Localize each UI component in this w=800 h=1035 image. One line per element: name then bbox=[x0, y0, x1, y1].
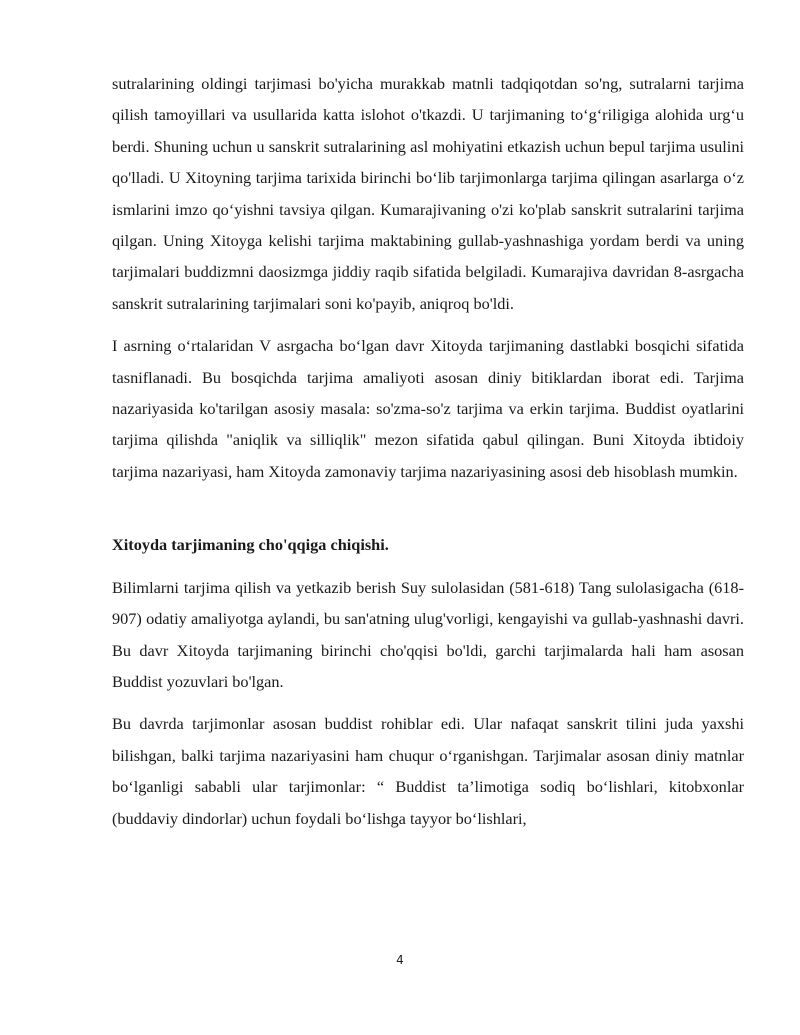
document-page bbox=[112, 68, 744, 834]
section-heading: Xitoyda tarjimaning cho'qqiga chiqishi. bbox=[112, 535, 389, 555]
body-paragraph: sutralarining oldingi tarjimasi bo'yicha murakkab matnli tadqiqotdan so'ng, sutralarni tarjima qilish tamoyillari va usullarida katta islohot o'tkazdi. U tarjimaning to‘g‘riligiga alohida urg‘u berdi. Shuning uchun u sanskrit sutralarining asl mohiyatini etkazish uchun bepul tarjima usulini qo'lladi. U Xitoyning tarjima tarixida birinchi bo‘lib tarjimonlarga tarjima qilingan asarlarga o‘z ismlarini imzo qo‘yishni tavsiya qilgan. Kumarajivaning o'zi ko'plab sanskrit sutralarini tarjima qilgan. Uning Xitoyga kelishi tarjima maktabining gullab-yashnashiga yordam berdi va uning tarjimalari buddizmni daosizmga jiddiy raqib sifatida belgiladi. Kumarajiva davridan 8-asrgacha sanskrit sutralarining tarjimalari soni ko'payib, aniqroq bo'ldi. bbox=[112, 74, 744, 313]
page-number: 4 bbox=[396, 953, 404, 967]
body-paragraph: Bu davrda tarjimonlar asosan buddist rohiblar edi. Ular nafaqat sanskrit tilini juda yaxshi bilishgan, balki tarjima nazariyasini ham chuqur o‘rganishgan. Tarjimalar asosan diniy matnlar bo‘lganligi sababli ular tarjimonlar: “ Buddist ta’limotiga sodiq bo‘lishlari, kitobxonlar (buddaviy dindorlar) uchun foydali bo‘lishga tayyor bo‘lishlari, bbox=[112, 714, 744, 828]
body-paragraph: I asrning o‘rtalaridan V asrgacha bo‘lgan davr Xitoyda tarjimaning dastlabki bosqichi sifatida tasniflanadi. Bu bosqichda tarjima amaliyoti asosan diniy bitiklardan iborat edi. Tarjima nazariyasida ko'tarilgan asosiy masala: so'zma-so'z tarjima va erkin tarjima. Buddist oyatlarini tarjima qilishda "aniqlik va silliqlik" mezon sifatida qabul qilingan. Buni Xitoyda ibtidoiy tarjima nazariyasi, ham Xitoyda zamonaviy tarjima nazariyasining asosi deb hisoblash mumkin. bbox=[112, 336, 744, 481]
body-paragraph: Bilimlarni tarjima qilish va yetkazib berish Suy sulolasidan (581-618) Tang sulolasigacha (618-907) odatiy amaliyotga aylandi, bu san'atning ulug'vorligi, kengayishi va gullab-yashnashi davri. Bu davr Xitoyda tarjimaning birinchi cho'qqisi bo'ldi, garchi tarjimalarda hali ham asosan Buddist yozuvlari bo'lgan. bbox=[112, 577, 744, 691]
